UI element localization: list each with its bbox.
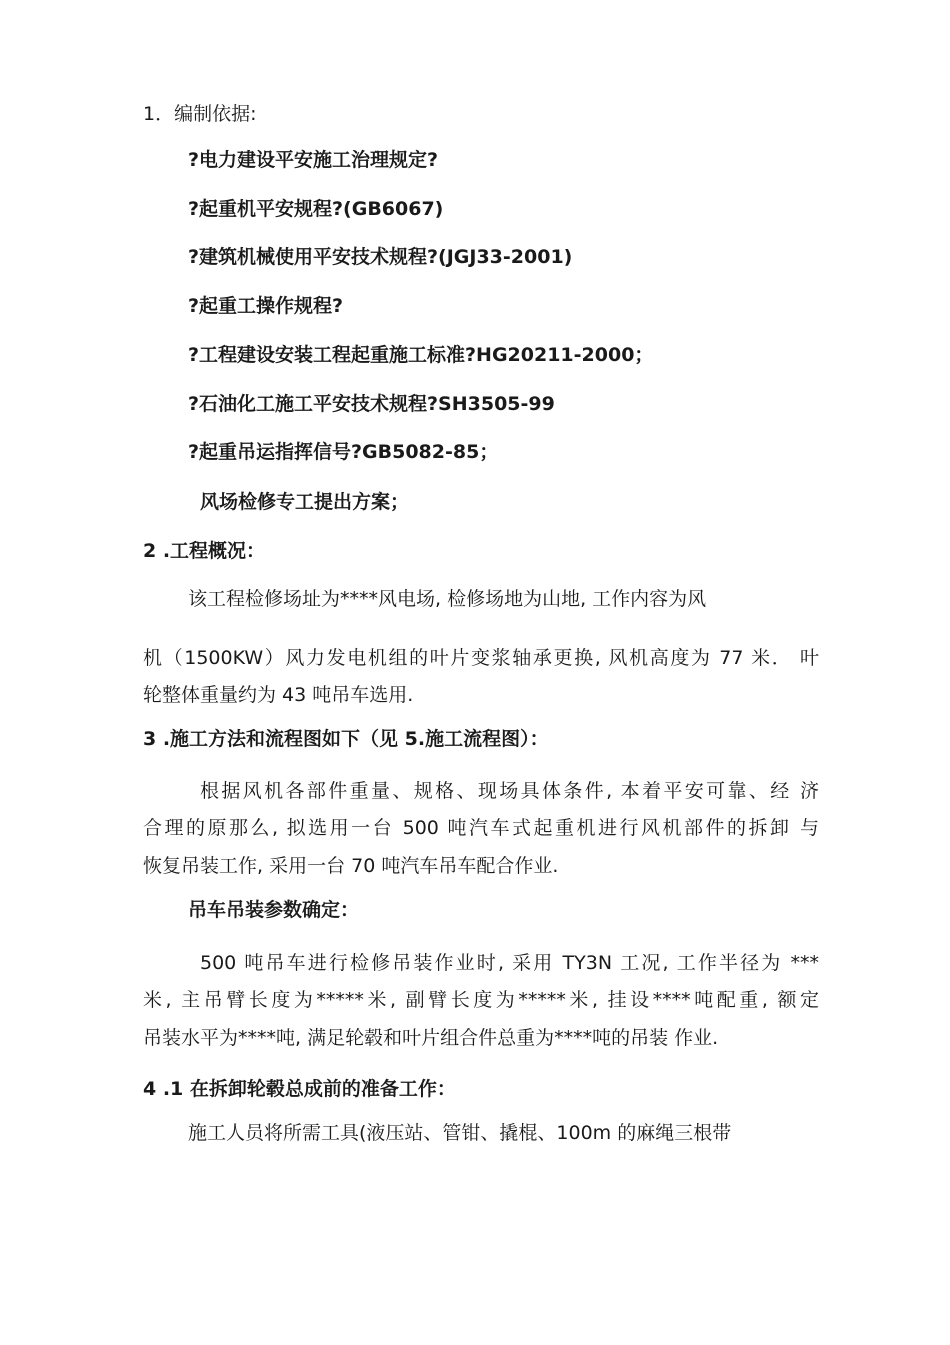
reference-item: ?石油化工施工平安技术规程?SH3505-99 xyxy=(188,393,555,415)
reference-item: 风场检修专工提出方案； xyxy=(200,491,410,513)
section-1-heading: 1．编制依据: xyxy=(143,103,257,125)
reference-item: ?电力建设平安施工治理规定? xyxy=(188,149,439,171)
reference-item: ?建筑机械使用平安技术规程?(JGJ33-2001) xyxy=(188,246,573,268)
reference-item: ?工程建设安装工程起重施工标准?HG20211-2000； xyxy=(188,344,654,366)
overview-line: 轮整体重量约为 43 吨吊车选用. xyxy=(143,684,414,706)
crane-params-line: 500 吨吊车进行检修吊装作业时, 采用 TY3N 工况, 工作半径为 *** xyxy=(200,952,819,974)
crane-params-line: 吊装水平为****吨, 满足轮毂和叶片组合件总重为****吨的吊装 作业. xyxy=(143,1027,719,1049)
method-line: 恢复吊装工作, 采用一台 70 吨汽车吊车配合作业. xyxy=(143,855,559,877)
method-line: 根据风机各部件重量、规格、现场具体条件, 本着平安可靠、经 济 xyxy=(200,780,819,802)
reference-item: ?起重工操作规程? xyxy=(188,295,344,317)
section-2-heading: 2 .工程概况： xyxy=(143,540,266,562)
section-4-heading: 4 .1 在拆卸轮毂总成前的准备工作： xyxy=(143,1078,456,1100)
method-line: 合理的原那么, 拟选用一台 500 吨汽车式起重机进行风机部件的拆卸 与 xyxy=(143,817,819,839)
overview-line: 机（1500KW）风力发电机组的叶片变浆轴承更换, 风机高度为 77 米． 叶 xyxy=(143,647,819,669)
reference-item: ?起重吊运指挥信号?GB5082-85； xyxy=(188,441,499,463)
section-3-heading: 3 .施工方法和流程图如下（见 5.施工流程图）： xyxy=(143,728,549,750)
crane-params-line: 米, 主吊臂长度为*****米, 副臂长度为*****米, 挂设****吨配重, 额定 xyxy=(143,989,819,1011)
preparation-line: 施工人员将所需工具(液压站、管钳、撬棍、100m 的麻绳三根带 xyxy=(188,1122,732,1144)
overview-line: 该工程检修场址为****风电场, 检修场地为山地, 工作内容为风 xyxy=(188,588,707,610)
crane-params-subheading: 吊车吊装参数确定： xyxy=(188,899,360,921)
reference-item: ?起重机平安规程?(GB6067) xyxy=(188,198,444,220)
